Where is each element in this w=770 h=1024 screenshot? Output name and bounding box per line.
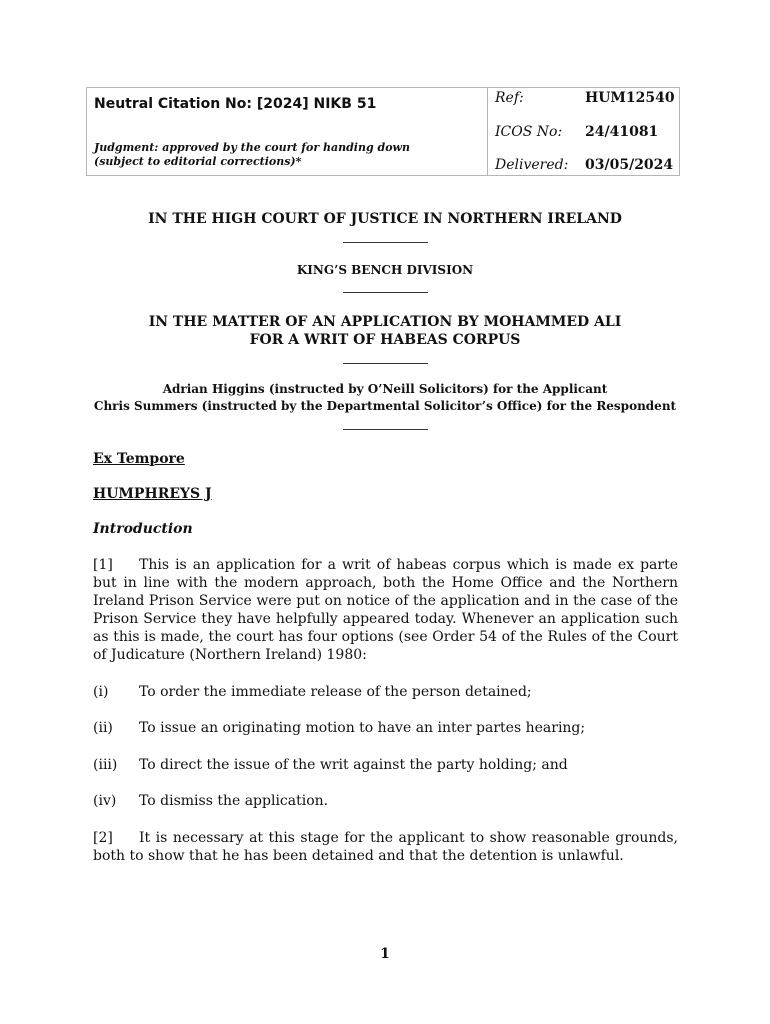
paragraph-number: [2] [93, 830, 113, 846]
paragraph-2 [93, 829, 678, 865]
option-text: To dismiss the application. [139, 793, 329, 809]
citation-header-box [86, 87, 680, 176]
counsel-applicant: Adrian Higgins (instructed by O’Neill Solicitors) for the Applicant [162, 382, 608, 396]
ref-label: Ref: [495, 90, 524, 106]
court-title: IN THE HIGH COURT OF JUSTICE IN NORTHERN IRELAND [148, 211, 622, 227]
divider-rule [343, 242, 428, 243]
page-number: 1 [380, 946, 390, 962]
counsel-respondent: Chris Summers (instructed by the Departmental Solicitor’s Office) for the Respondent [93, 399, 677, 413]
paragraph-1 [93, 556, 678, 664]
paragraph-text: It is necessary at this stage for the applicant to show reasonable grounds, both to show that he has been detained and that the detention is unlawful. [93, 830, 678, 864]
option-label: (iii) [93, 757, 118, 773]
divider-rule [343, 292, 428, 293]
division-title: KING’S BENCH DIVISION [296, 263, 474, 277]
icos-label: ICOS No: [495, 124, 563, 140]
ex-tempore-heading: Ex Tempore [93, 451, 185, 467]
judgment-approval-note [94, 141, 410, 169]
judgment-note-line-1: Judgment: approved by the court for handing down [94, 141, 411, 154]
option-label: (iv) [93, 793, 117, 809]
delivered-value: 03/05/2024 [585, 157, 674, 173]
divider-rule [343, 429, 428, 430]
option-item [93, 684, 532, 700]
matter-title-line-2: FOR A WRIT OF HABEAS CORPUS [249, 332, 521, 348]
option-label: (i) [93, 684, 109, 700]
option-label: (ii) [93, 720, 113, 736]
header-divider [487, 88, 488, 175]
introduction-heading: Introduction [93, 521, 193, 537]
judge-heading: HUMPHREYS J [93, 486, 212, 502]
option-text: To direct the issue of the writ against the party holding; and [139, 757, 568, 773]
icos-value: 24/41081 [585, 124, 659, 140]
paragraph-text: This is an application for a writ of habeas corpus which is made ex parte but in line with the modern approach, both the Home Office and the Northern Ireland Prison Service were put on notice of the application and in the case of the Prison Service they have helpfully appeared today. Whenever an application such as this is made, the court has four options (see Order 54 of the Rules of the Court of Judicature (Northern Ireland) 1980: [93, 557, 678, 663]
option-text: To issue an originating motion to have an inter partes hearing; [139, 720, 586, 736]
option-text: To order the immediate release of the person detained; [139, 684, 532, 700]
neutral-citation: Neutral Citation No: [2024] NIKB 51 [94, 96, 377, 112]
paragraph-number: [1] [93, 557, 113, 573]
option-item [93, 720, 585, 736]
option-item [93, 793, 328, 809]
judgment-note-line-2: (subject to editorial corrections)* [94, 155, 302, 168]
delivered-label: Delivered: [495, 157, 569, 173]
divider-rule [343, 363, 428, 364]
matter-title-line-1: IN THE MATTER OF AN APPLICATION BY MOHAMMED ALI [148, 314, 622, 330]
ref-value: HUM12540 [585, 90, 675, 106]
option-item [93, 757, 568, 773]
